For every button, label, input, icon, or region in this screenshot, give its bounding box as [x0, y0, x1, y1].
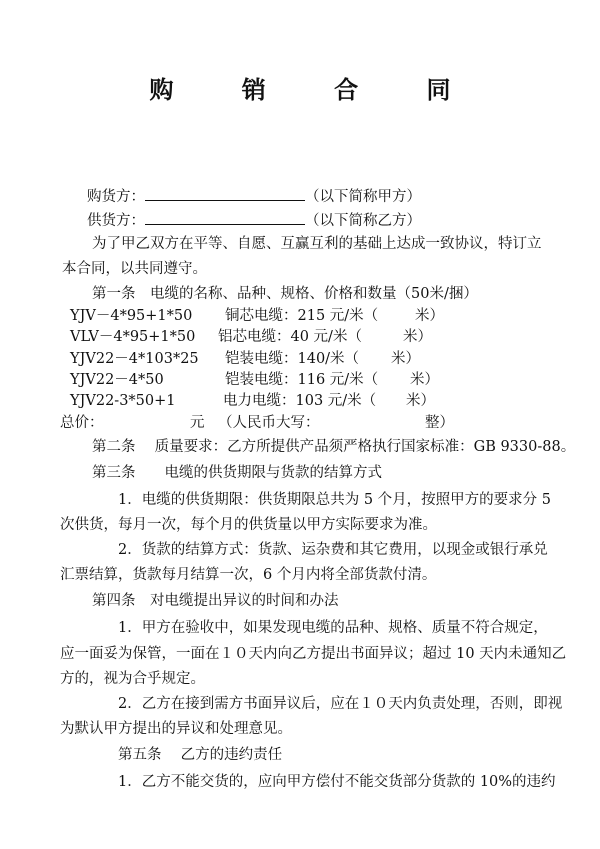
item-desc: 铠装电缆：140/米（ [225, 351, 360, 367]
item-unit: 米） [403, 329, 432, 345]
item-unit: 米） [391, 351, 420, 367]
article2: 第二条 质量要求：乙方所提供产品须严格执行国家标准：GB 9330-88。 [92, 439, 576, 455]
article5-heading: 第五条 乙方的违约责任 [118, 747, 283, 763]
article1-heading: 第一条 电缆的名称、品种、规格、价格和数量（50米/捆） [92, 286, 478, 302]
article4-p1-line1: 1．甲方在验收中，如果发现电缆的品种、规格、质量不符合规定， [118, 620, 548, 636]
article4-p1-line3: 方的，视为合乎规定。 [60, 671, 205, 687]
total-end: 整） [425, 415, 454, 431]
item-desc: 电力电缆：103 元/米（ [223, 393, 377, 409]
article3-p2-line2: 汇票结算，货款每月结算一次，6 个月内将全部货款付清。 [60, 567, 437, 583]
item-model: YJV22－4*50 [70, 372, 164, 388]
item-unit: 米） [406, 393, 435, 409]
article3-heading: 第三条 电缆的供货期限与货款的结算方式 [92, 465, 382, 481]
item-unit: 米） [410, 372, 439, 388]
article4-p2-line2: 为默认甲方提出的异议和处理意见。 [60, 721, 292, 737]
total-rmb-label: （人民币大写： [218, 415, 320, 431]
seller-name-blank [145, 210, 305, 225]
article3-p2-line1: 2．货款的结算方式：货款、运杂费和其它费用，以现金或银行承兑 [118, 542, 548, 558]
total-label: 总价： [60, 415, 104, 431]
item-unit: 米） [415, 308, 444, 324]
item-desc: 铜芯电缆：215 元/米（ [225, 308, 379, 324]
item-desc: 铝芯电缆：40 元/米（ [218, 329, 362, 345]
total-unit: 元 [190, 415, 205, 431]
item-model: YJV22-3*50+1 [70, 393, 176, 409]
intro-line-1: 为了甲乙双方在平等、自愿、互赢互利的基础上达成一致协议，特订立 [92, 236, 542, 252]
seller-line [87, 210, 421, 230]
item-desc: 铠装电缆：116 元/米（ [225, 372, 379, 388]
buyer-note: （以下简称甲方） [305, 189, 421, 205]
article5-p1-line1: 1．乙方不能交货的，应向甲方偿付不能交货部分货款的 10%的违约 [118, 774, 556, 790]
article4-p2-line1: 2．乙方在接到需方书面异议后，应在１０天内负责处理，否则，即视 [118, 696, 563, 712]
article4-heading: 第四条 对电缆提出异议的时间和办法 [92, 593, 339, 609]
page-title: 购 销 合 同 [149, 75, 481, 104]
buyer-line [87, 186, 421, 206]
item-model: YJV－4*95+1*50 [70, 308, 193, 324]
buyer-label: 购货方： [87, 189, 145, 205]
article3-p1-line2: 次供货，每月一次，每个月的供货量以甲方实际要求为准。 [60, 517, 437, 533]
seller-note: （以下简称乙方） [305, 213, 421, 229]
intro-line-2: 本合同，以共同遵守。 [62, 261, 207, 277]
item-model: YJV22－4*103*25 [70, 351, 199, 367]
article4-p1-line2: 应一面妥为保管，一面在１０天内向乙方提出书面异议；超过 10 天内未通知乙 [60, 646, 567, 662]
article3-p1-line1: 1．电缆的供货期限：供货期限总共为 5 个月，按照甲方的要求分 5 [118, 492, 552, 508]
item-model: VLV－4*95+1*50 [70, 329, 196, 345]
buyer-name-blank [145, 186, 305, 201]
seller-label: 供货方： [87, 213, 145, 229]
